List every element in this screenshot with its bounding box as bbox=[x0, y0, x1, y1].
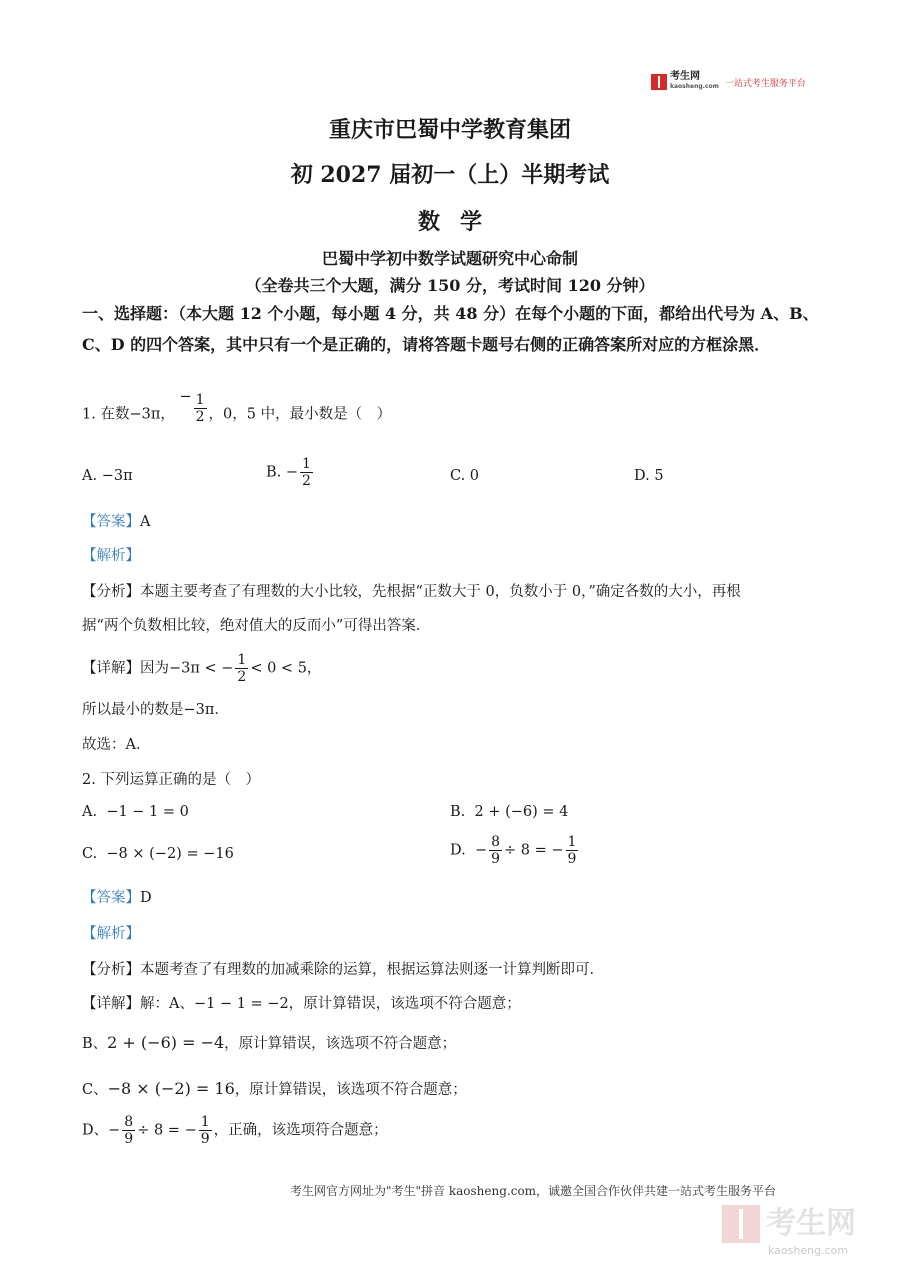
q1-detail: 【详解】因为−3π < − $\frac{1}{2}$ < 0 < 5， bbox=[82, 652, 322, 685]
q1-analysis-label: 【解析】 bbox=[82, 548, 140, 564]
exam-info: （全卷共三个大题，满分 150 分，考试时间 120 分钟） bbox=[245, 276, 655, 295]
q1-choice: 故选：A． bbox=[82, 737, 151, 753]
logo-slogan: 一站式考生服务平台 bbox=[724, 78, 806, 89]
q2-analysis-label: 【解析】 bbox=[82, 926, 140, 942]
exam-name-title: 初 2027 届初一（上）半期考试 bbox=[290, 162, 610, 188]
q1-fenxi-line2: 据“两个负数相比较，绝对值大的反而小”可得出答案． bbox=[82, 618, 431, 634]
q2-option-c: C. −8 × (−2) = −16 bbox=[82, 846, 234, 862]
q2-detail-b: B、2 + (−6) = −4，原计算错误，该选项不符合题意； bbox=[82, 1033, 457, 1052]
logo-domain: kaosheng.com bbox=[670, 83, 719, 90]
q1-conclusion: 所以最小的数是−3π． bbox=[82, 702, 229, 718]
subject-title: 数学 bbox=[417, 209, 502, 235]
q1-stem: 1. 在数−3π， − $\frac{1}{2}$ ，0，5 中，最小数是（ ） bbox=[82, 388, 392, 425]
q2-option-d: D. − $\frac{8}{9}$ ÷ 8 = − $\frac{1}{9}$ bbox=[450, 834, 577, 867]
exam-author: 巴蜀中学初中数学试题研究中心命制 bbox=[321, 249, 578, 268]
kaosheng-logo-icon bbox=[651, 74, 667, 90]
q2-fenxi: 【分析】本题考查了有理数的加减乘除的运算，根据运算法则逐一计算判断即可． bbox=[82, 962, 604, 978]
section-1-instructions: 一、选择题：（本大题 12 个小题，每小题 4 分，共 48 分）在每个小题的下面，都给出代号为 A、B、C、D 的四个答案，其中只有一个是正确的，请将答题卡题号右侧的正确答案所对应的方框涂黑． bbox=[82, 304, 819, 354]
q2-stem: 2. 下列运算正确的是（ ） bbox=[82, 772, 260, 788]
footer-notice: 考生网官方网址为"考生"拼音 kaosheng.com，诚邀全国合作伙伴共建一站式考生服务平台 bbox=[290, 1184, 777, 1198]
q2-option-a: A. −1 − 1 = 0 bbox=[82, 804, 189, 820]
q1-option-d: D. 5 bbox=[634, 468, 664, 484]
q2-detail-d: D、− $\frac{8}{9}$ ÷ 8 = − $\frac{1}{9}$ ，正确，该选项符合题意； bbox=[82, 1114, 388, 1147]
q1-frac-sign: − bbox=[179, 388, 192, 405]
q1-option-a: A. −3π bbox=[82, 468, 133, 484]
q2-detail-a: 【详解】解：A、−1 − 1 = −2，原计算错误，该选项不符合题意； bbox=[82, 996, 521, 1012]
q1-option-b: B. − $\frac{1}{2}$ bbox=[266, 456, 311, 489]
kaosheng-watermark-icon bbox=[722, 1205, 760, 1243]
q2-option-b: B. 2 + (−6) = 4 bbox=[450, 804, 569, 820]
q1-fraction: $\frac{1}{2}$ bbox=[195, 392, 205, 425]
q1-fenxi-line1: 【分析】本题主要考查了有理数的大小比较，先根据“正数大于 0，负数小于 0，”确定各数的大小，再根 bbox=[82, 584, 741, 600]
q1-answer: 【答案】A bbox=[82, 514, 151, 530]
exam-school-title: 重庆市巴蜀中学教育集团 bbox=[328, 117, 571, 143]
q2-answer: 【答案】D bbox=[82, 890, 152, 906]
q2-detail-c: C、−8 × (−2) = 16，原计算错误，该选项不符合题意； bbox=[82, 1079, 467, 1098]
header-logo bbox=[651, 72, 806, 92]
q1-option-c: C. 0 bbox=[450, 468, 480, 484]
logo-brand: 考生网 kaosheng.com bbox=[670, 71, 719, 90]
watermark-brand: 考生网 bbox=[766, 1206, 856, 1241]
watermark-domain: kaosheng.com bbox=[768, 1244, 849, 1257]
watermark bbox=[722, 1205, 856, 1243]
